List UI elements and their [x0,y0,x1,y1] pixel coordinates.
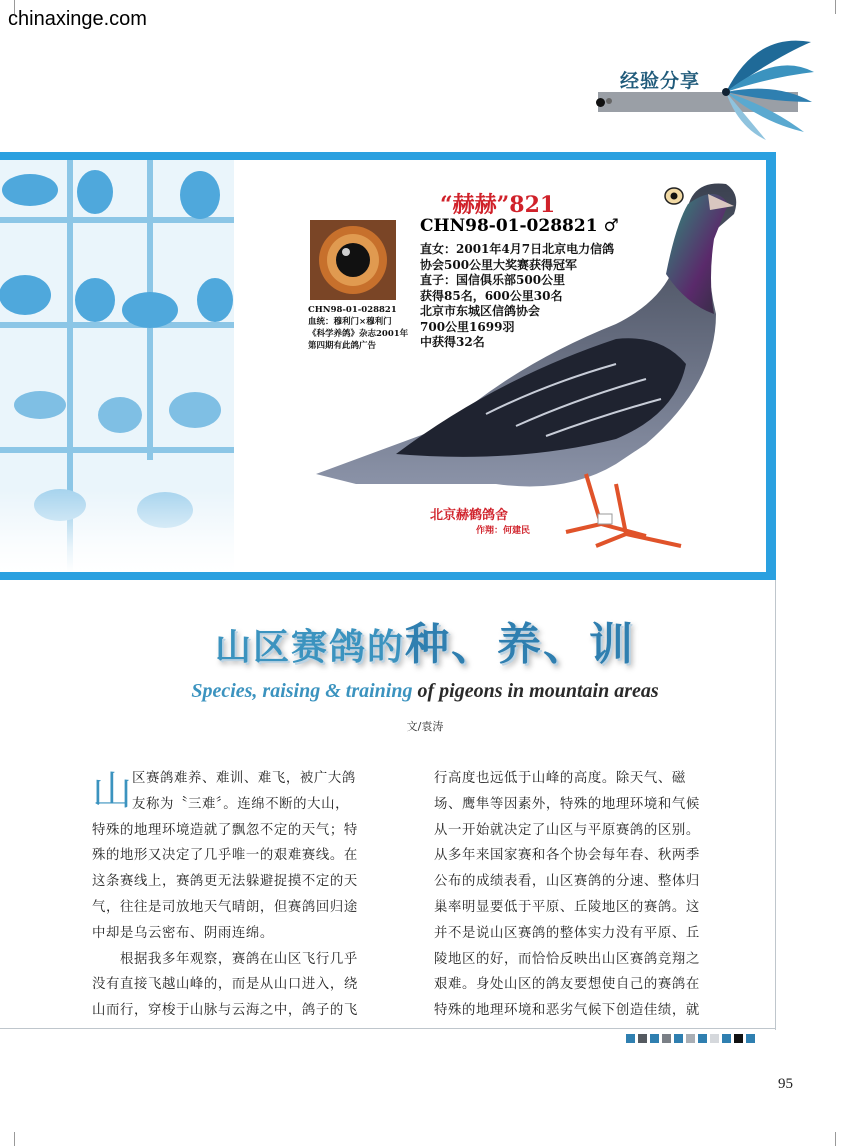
text-line: 从一开始就决定了山区与平原赛鸽的区别。 [434,822,700,838]
caption-line: 第四期有此鸽广告 [308,341,377,351]
shell-ornament-icon [716,32,816,142]
caption-line: CHN98-01-028821 [308,305,397,315]
decorative-square [674,1034,683,1043]
text-line: 从多年来国家赛和各个协会每年春、秋两季 [434,848,700,864]
text-line: 艰难。身处山区的鸽友要想使自己的赛鸽在 [434,977,700,993]
record-line: 直子：国信俱乐部500公里 [420,273,566,287]
decorative-squares [626,1034,758,1053]
record-line: 700公里1699羽 [420,319,515,334]
article-column-2 [434,766,746,1024]
text-line: 这条赛线上，赛鸽更无法躲避捉摸不定的天 [92,874,358,890]
text-line: 并不是说山区赛鸽的整体实力没有平原、丘 [434,925,700,941]
record-line: 直女：2001年4月7日北京电力信鸽 [420,242,615,256]
text-line: 陵地区的好，而恰恰反映出山区赛鸽竞翔之 [434,951,700,967]
crop-mark-bottom-right [835,1132,850,1146]
decorative-square [650,1034,659,1043]
text-line: 巢率明显要低于平原、丘陵地区的赛鸽。这 [434,899,700,915]
decorative-square [746,1034,755,1043]
text-line: 友称为〝三难〞。连绵不断的大山， [132,796,350,812]
ad-panel [0,160,766,572]
article-subtitle [0,680,850,703]
loft-name: 北京赫鹤鸽舍 [430,508,509,523]
bottom-rule [0,1028,776,1029]
record-line: 北京市东城区信鸽协会 [420,304,541,318]
text-line: 根据我多年观察，赛鸽在山区飞行几乎 [92,951,358,967]
text-line: 特殊的地理环境造就了飘忽不定的天气；特 [92,822,358,838]
record-line: 获得85名，600公里30名 [420,288,563,303]
pigeon-eye-photo [310,220,396,300]
title-part-2: 种、养、训 [405,619,635,670]
page-number: 95 [778,1076,793,1092]
ring-number: CHN98-01-028821 ♂ [420,216,619,236]
ad-author: 作翔：何建民 [476,526,531,536]
subtitle-part-2: of pigeons in mountain areas [417,680,659,702]
section-dot [596,98,605,107]
drop-cap: 山 [92,768,132,814]
decorative-square [710,1034,719,1043]
text-line: 区赛鸽难养、难训、难飞，被广大鸽 [132,771,356,786]
text-line: 气，往往是司放地天气晴朗，但赛鸽回归途 [92,899,358,915]
caption-line: 血统：穆利门×穆利门 [308,317,392,327]
section-title: 经验分享 [620,70,701,92]
decorative-square [626,1034,635,1043]
article-column-1 [92,766,404,1024]
subtitle-part-1: Species, raising & training [191,680,413,702]
pigeon-name: “赫赫”821 [440,192,556,218]
record-line: 协会500公里大奖赛获得冠军 [420,257,578,272]
text-line: 殊的地形又决定了几乎唯一的艰难赛线。在 [92,848,358,864]
decorative-square [734,1034,743,1043]
byline: 文/袁涛 [406,720,444,733]
eye-caption [308,304,408,352]
text-line: 特殊的地理环境和恶劣气候下创造佳绩，就 [434,1003,700,1019]
decorative-square [722,1034,731,1043]
decorative-square [662,1034,671,1043]
image-fade [0,490,234,572]
decorative-square [638,1034,647,1043]
text-line: 中却是乌云密布、阴雨连绵。 [92,925,274,941]
title-part-1: 山区赛鸽的 [214,627,405,668]
text-line: 没有直接飞越山峰的，而是从山口进入，绕 [92,977,358,993]
pigeon-record [420,242,614,351]
decorative-square [686,1034,695,1043]
decorative-square [698,1034,707,1043]
text-line: 山而行，穿梭于山脉与云海之中，鸽子的飞 [92,1003,358,1019]
section-dot-small [606,98,612,104]
article-title [0,608,850,672]
record-line: 中获得32名 [420,335,485,349]
text-line: 行高度也远低于山峰的高度。除天气、磁 [434,771,686,786]
text-line: 公布的成绩表看，山区赛鸽的分速、整体归 [434,874,700,890]
crop-mark-bottom-left [0,1132,15,1146]
text-line: 场、鹰隼等因素外，特殊的地理环境和气候 [434,796,700,812]
crop-mark-top-right [835,0,850,14]
site-watermark: chinaxinge.com [8,8,147,30]
caption-line: 《科学养鸽》杂志2001年 [308,329,409,339]
